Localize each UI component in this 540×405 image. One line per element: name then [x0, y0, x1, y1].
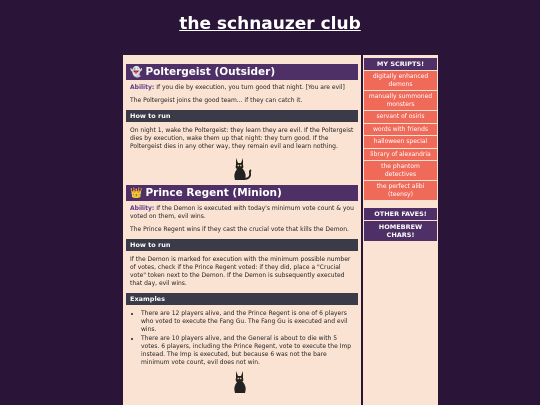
- role-header-poltergeist: [126, 64, 358, 80]
- homebrew-chars-link[interactable]: HOMEBREW CHARS!: [364, 221, 437, 241]
- crown-icon: 👑: [130, 187, 143, 199]
- ability-text: If you die by execution, you turn good that night. [You are evil]: [154, 84, 345, 91]
- ghost-icon: 👻: [130, 66, 143, 78]
- other-faves-link[interactable]: OTHER FAVES!: [364, 208, 437, 220]
- role-title: Prince Regent (Minion): [145, 187, 282, 199]
- black-cat-icon: [126, 369, 358, 395]
- how-to-run-text: On night 1, wake the Poltergeist: they learn they are evil. If the Poltergeist dies by execution, wake them up that night: they turn good. If the Poltergeist dies in any other way, they remain evil and learn nothing.: [130, 127, 354, 150]
- ability-text: If the Demon is executed with today's minimum vote count & you voted on them, evil wins.: [130, 205, 354, 220]
- example-item: • There are 10 players alive, and the General is about to die with 5 votes. 6 players, including the Prince Regent, vote to execute the Imp instead. The Imp is executed, but because 6 was not the bare minimum vote count, evil does not win.: [141, 335, 352, 367]
- role-ability: [126, 205, 358, 221]
- sidebar-link-servant-of-osiris[interactable]: servant of osiris: [364, 111, 437, 123]
- how-to-run-heading: How to run: [126, 239, 358, 251]
- sidebar-link-halloween-special[interactable]: halloween special: [364, 136, 437, 148]
- sidebar-link-manually-summoned-monsters[interactable]: manually summoned monsters: [364, 91, 437, 110]
- sidebar-link-library-of-alexandria[interactable]: library of alexandria: [364, 149, 437, 161]
- examples-list: [126, 310, 358, 367]
- ability-label: Ability:: [130, 84, 155, 91]
- sidebar-spacer: [364, 201, 437, 207]
- how-to-run-heading: How to run: [126, 110, 358, 122]
- site-title[interactable]: the schnauzer club: [179, 14, 361, 34]
- sidebar-link-the-phantom-detectives[interactable]: the phantom detectives: [364, 161, 437, 180]
- sidebar-link-the-perfect-alibi[interactable]: the perfect alibi (teensy): [364, 181, 437, 200]
- role-summary: The Poltergeist joins the good team... if they can catch it.: [130, 97, 303, 104]
- sidebar: [363, 55, 438, 405]
- role-header-prince-regent: [126, 185, 358, 201]
- role-title: Poltergeist (Outsider): [145, 66, 276, 78]
- my-scripts-heading[interactable]: MY SCRIPTS!: [364, 58, 437, 70]
- ability-label: Ability:: [130, 205, 155, 212]
- sidebar-link-words-with-friends[interactable]: words with friends: [364, 124, 437, 136]
- black-cat-icon: [126, 156, 358, 182]
- role-summary: The Prince Regent wins if they cast the crucial vote that kills the Demon.: [130, 226, 349, 233]
- how-to-run-text: If the Demon is marked for execution with the minimum possible number of votes, check if the Prince Regent voted: if they did, place a "Crucial vote" token next to the Demon. If the Demon is subsequently executed that day, evil wins.: [130, 256, 351, 287]
- main-content: [123, 55, 361, 405]
- sidebar-link-digitally-enhanced-demons[interactable]: digitally enhanced demons: [364, 71, 437, 90]
- examples-heading: Examples: [126, 293, 358, 305]
- example-item: • There are 12 players alive, and the Prince Regent is one of 6 players who voted to execute the Fang Gu. The Fang Gu is executed and evil wins.: [141, 310, 352, 334]
- role-ability: [126, 84, 358, 92]
